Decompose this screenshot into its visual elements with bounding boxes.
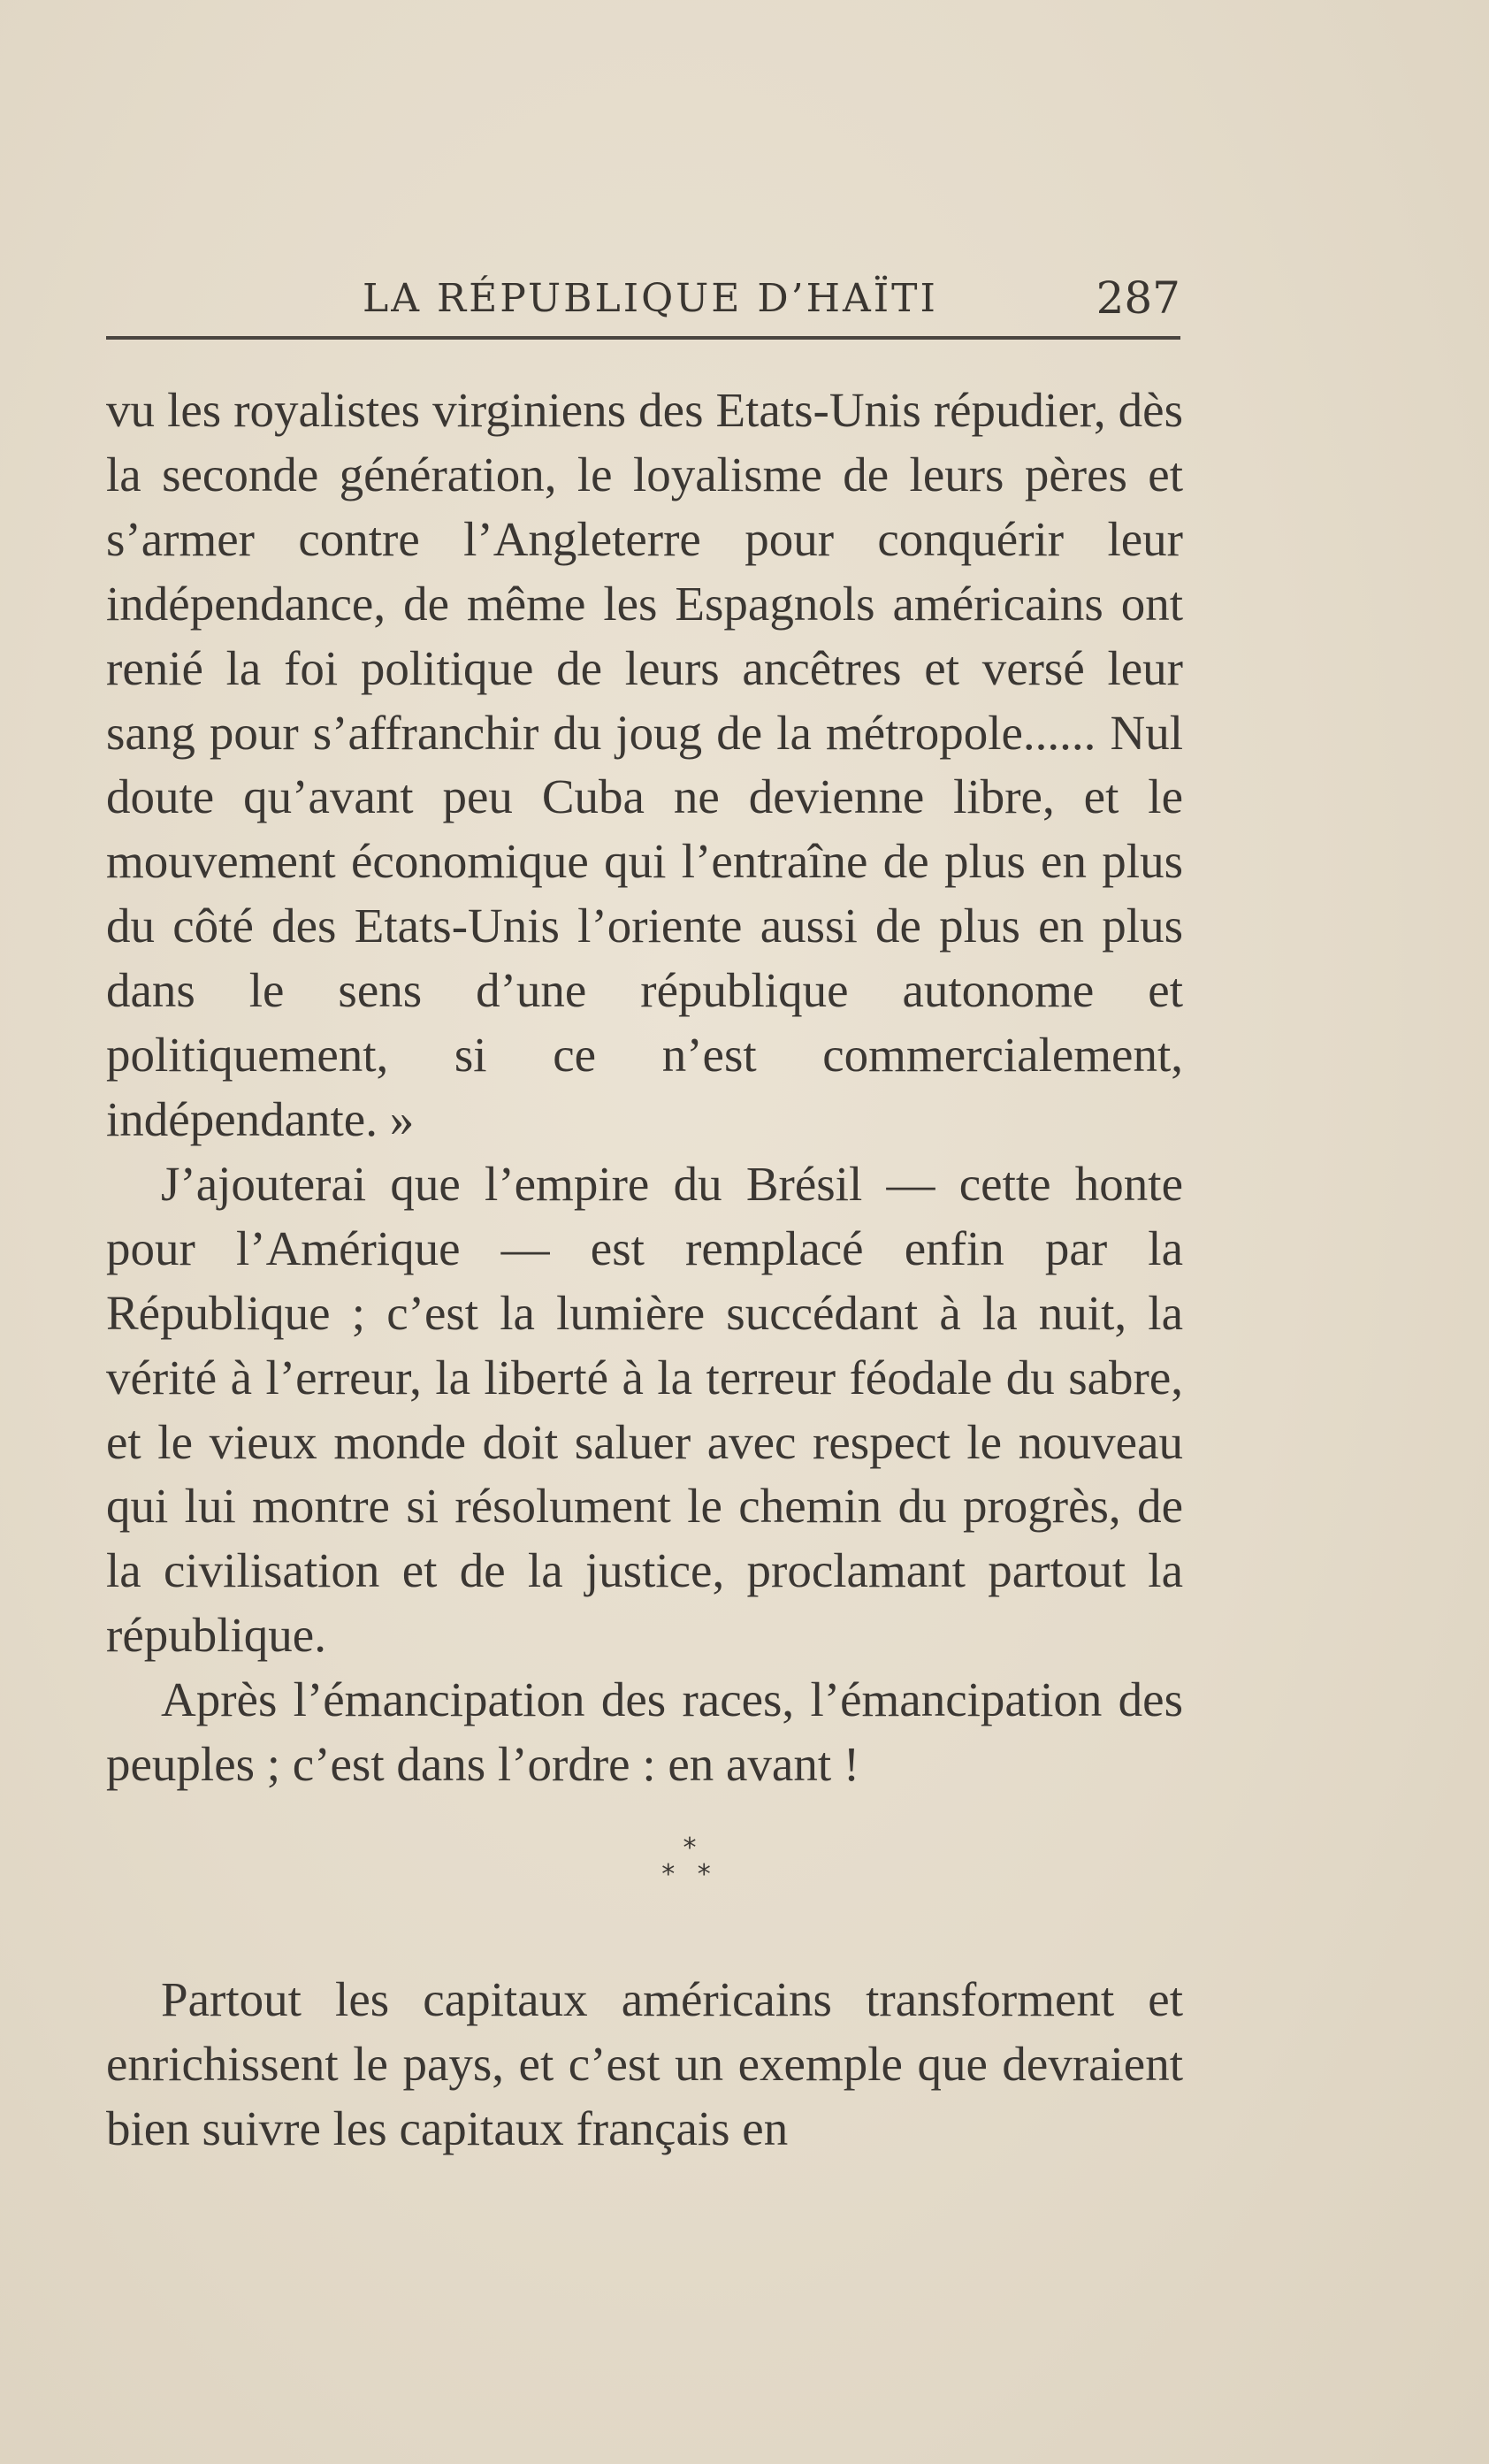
asterism-bottom: * * <box>661 1859 718 1890</box>
paragraph-2: J’ajouterai que l’empire du Brésil — cette honte pour l’Amérique — est remplacé enfin par la République ; c’est la lumière succédant à la nuit, la vérité à l’erreur, la liberté à la terreur féodale du sabre, et le vieux monde doit saluer avec respect le nouveau qui lui montre si résolument le chemin du progrès, de la civilisation et de la justice, proclamant partout la république. <box>106 1156 1183 1663</box>
body-text <box>106 379 1183 1797</box>
paragraph-4: Partout les capitaux américains transforment et enrichissent le pays, et c’est un exemple que devraient bien suivre les capitaux français en <box>106 1972 1183 2155</box>
header-rule <box>106 336 1180 340</box>
paragraph-1: vu les royalistes virginiens des Etats-Unis répudier, dès la seconde génération, le loyalisme de leurs pères et s’armer contre l’Angleterre pour conquérir leur indépendance, de même les Espagnols américains ont renié la foi politique de leurs ancêtres et versé leur sang pour s’affranchir du joug de la métropole...... Nul doute qu’avant peu Cuba ne devienne libre, et le mouvement économique qui l’entraîne de plus en plus du côté des Etats-Unis l’oriente aussi de plus en plus dans le sens d’une république autonome et politiquement, si ce n’est commercialement, indépendante. » <box>106 383 1183 1146</box>
page-header <box>106 272 1180 343</box>
running-title: LA RÉPUBLIQUE D’HAÏTI <box>363 276 938 321</box>
body-text-continued <box>106 1968 1183 2162</box>
asterism-top: * <box>683 1833 697 1863</box>
paragraph-3: Après l’émancipation des races, l’émancipation des peuples ; c’est dans l’ordre : en avant ! <box>106 1672 1183 1792</box>
section-asterism <box>619 1835 760 1888</box>
page-number: 287 <box>1096 272 1180 324</box>
